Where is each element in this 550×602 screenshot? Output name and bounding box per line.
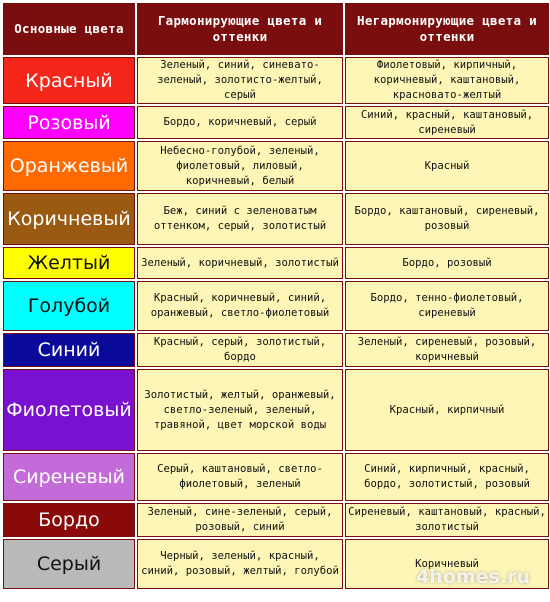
table-row <box>3 57 549 104</box>
table-row <box>3 193 549 245</box>
harmonious-cell: Золотистый, желтый, оранжевый, светло-зеленый, зеленый, травяной, цвет морской воды <box>137 369 343 451</box>
table-row <box>3 281 549 331</box>
nonharmonious-cell: Красный, кирпичный <box>345 369 549 451</box>
base-color-cell: Фиолетовый <box>3 369 135 451</box>
base-color-cell: Коричневый <box>3 193 135 245</box>
nonharmonious-cell: Бордо, розовый <box>345 247 549 279</box>
harmonious-cell: Небесно-голубой, зеленый, фиолетовый, лиловый, коричневый, белый <box>137 141 343 191</box>
color-harmony-table <box>1 1 550 591</box>
base-color-cell: Синий <box>3 333 135 367</box>
base-color-cell: Бордо <box>3 503 135 537</box>
header-harmonious: Гармонирующие цвета и оттенки <box>137 3 343 55</box>
header-base-colors: Основные цвета <box>3 3 135 55</box>
harmonious-cell: Черный, зеленый, красный, синий, розовый, желтый, голубой <box>137 539 343 589</box>
base-color-cell: Красный <box>3 57 135 104</box>
base-color-cell: Серый <box>3 539 135 589</box>
base-color-cell: Розовый <box>3 106 135 139</box>
table-row <box>3 106 549 139</box>
harmonious-cell: Красный, серый, золотистый, бордо <box>137 333 343 367</box>
nonharmonious-cell: Бордо, каштановый, сиреневый, розовый <box>345 193 549 245</box>
table-row <box>3 247 549 279</box>
harmonious-cell: Красный, коричневый, синий, оранжевый, светло-фиолетовый <box>137 281 343 331</box>
nonharmonious-cell: Бордо, тенно-фиолетовый, сиреневый <box>345 281 549 331</box>
nonharmonious-cell: Красный <box>345 141 549 191</box>
nonharmonious-cell: Синий, кирпичный, красный, бордо, золотистый, розовый <box>345 453 549 501</box>
nonharmonious-cell: Зеленый, сиреневый, розовый, коричневый <box>345 333 549 367</box>
harmonious-cell: Бордо, коричневый, серый <box>137 106 343 139</box>
harmonious-cell: Зеленый, коричневый, золотистый <box>137 247 343 279</box>
header-row <box>3 3 549 55</box>
base-color-cell: Оранжевый <box>3 141 135 191</box>
table-row <box>3 453 549 501</box>
base-color-cell: Желтый <box>3 247 135 279</box>
watermark-logo: 4homes.ru <box>416 566 530 588</box>
harmonious-cell: Зеленый, синий, синевато-зеленый, золотисто-желтый, серый <box>137 57 343 104</box>
harmonious-cell: Серый, каштановый, светло-фиолетовый, зеленый <box>137 453 343 501</box>
table-row <box>3 141 549 191</box>
base-color-cell: Голубой <box>3 281 135 331</box>
table-row <box>3 369 549 451</box>
base-color-cell: Сиреневый <box>3 453 135 501</box>
table-row <box>3 333 549 367</box>
harmonious-cell: Зеленый, сине-зеленый, серый, розовый, синий <box>137 503 343 537</box>
nonharmonious-cell: Синий, красный, каштановый, сиреневый <box>345 106 549 139</box>
nonharmonious-cell: Коричневый <box>345 539 549 589</box>
harmonious-cell: Беж, синий с зеленоватым оттенком, серый, золотистый <box>137 193 343 245</box>
nonharmonious-cell: Сиреневый, каштановый, красный, золотистый <box>345 503 549 537</box>
nonharmonious-cell: Фиолетовый, кирпичный, коричневый, каштановый, красновато-желтый <box>345 57 549 104</box>
table-row <box>3 503 549 537</box>
header-nonharmonious: Негармонирующие цвета и оттенки <box>345 3 549 55</box>
